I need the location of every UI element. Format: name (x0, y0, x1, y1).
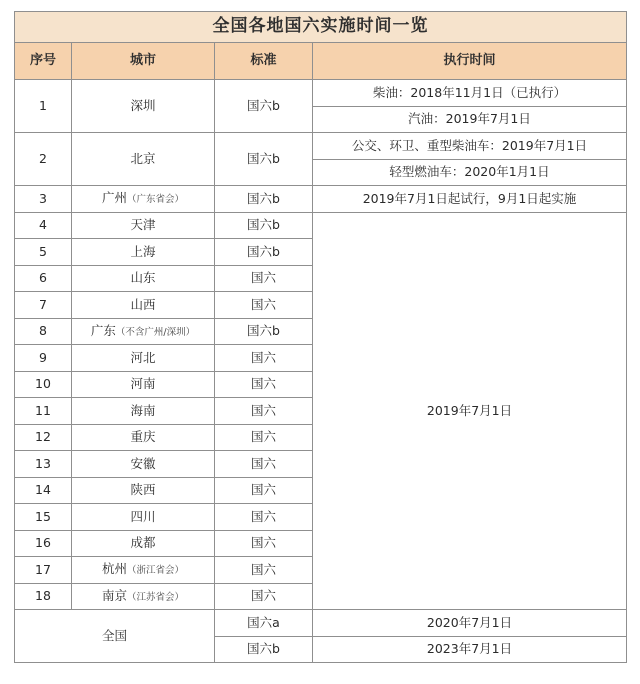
city-cell (72, 212, 215, 239)
standard-cell: 国六 (215, 530, 313, 557)
city-name: 海南 (130, 402, 156, 418)
city-cell (72, 557, 215, 584)
row-index: 6 (15, 265, 72, 292)
standard-cell: 国六 (215, 504, 313, 531)
header-standard: 标准 (215, 43, 313, 80)
merged-time-cell: 2019年7月1日 (313, 212, 627, 610)
city-cell (72, 583, 215, 610)
row-index: 16 (15, 530, 72, 557)
city-note: （江苏省会） (127, 591, 185, 603)
city-cell (72, 451, 215, 478)
city-cell (72, 186, 215, 213)
row-index: 8 (15, 318, 72, 345)
standard-cell: 国六b (215, 212, 313, 239)
city-name: 山西 (130, 296, 156, 312)
city-name: 深圳 (130, 97, 156, 113)
city-cell (72, 398, 215, 425)
city-cell (72, 345, 215, 372)
standard-cell: 国六 (215, 265, 313, 292)
table-row (15, 186, 627, 213)
city-name: 上海 (130, 243, 156, 259)
standard-cell: 国六b (215, 133, 313, 186)
standard-cell: 国六 (215, 477, 313, 504)
standard-cell: 国六 (215, 583, 313, 610)
standard-cell: 国六b (215, 318, 313, 345)
standard-cell: 国六 (215, 371, 313, 398)
city-name: 天津 (130, 217, 156, 233)
time-cell: 柴油：2018年11月1日（已执行） (313, 80, 627, 107)
title-row (15, 12, 627, 43)
city-name: 四川 (130, 508, 156, 524)
standard-cell: 国六 (215, 557, 313, 584)
city-note: （广东省会） (127, 194, 185, 206)
standard-cell: 国六 (215, 292, 313, 319)
city-cell (72, 424, 215, 451)
city-cell (72, 477, 215, 504)
city-name: 广州 (101, 190, 127, 206)
row-index: 9 (15, 345, 72, 372)
standard-cell: 国六a (215, 610, 313, 637)
city-name: 重庆 (130, 429, 156, 445)
city-name: 河南 (130, 376, 156, 392)
standard-cell: 国六b (215, 80, 313, 133)
city-note: （浙江省会） (127, 565, 185, 577)
city-note: （不含广州/深圳） (115, 326, 196, 338)
header-time: 执行时间 (313, 43, 627, 80)
row-index: 3 (15, 186, 72, 213)
time-cell: 汽油：2019年7月1日 (313, 106, 627, 133)
city-name: 陕西 (130, 482, 156, 498)
row-index: 5 (15, 239, 72, 266)
national-label: 全国 (15, 610, 215, 663)
table-body (15, 80, 627, 663)
header-row (15, 43, 627, 80)
implementation-table (14, 11, 627, 663)
table-row (15, 212, 627, 239)
row-index: 17 (15, 557, 72, 584)
table-row (15, 80, 627, 107)
row-index: 2 (15, 133, 72, 186)
row-index: 7 (15, 292, 72, 319)
standard-cell: 国六 (215, 451, 313, 478)
row-index: 13 (15, 451, 72, 478)
row-index: 18 (15, 583, 72, 610)
city-name: 广东 (90, 322, 116, 338)
standard-cell: 国六b (215, 239, 313, 266)
city-cell (72, 80, 215, 133)
city-cell (72, 265, 215, 292)
city-name: 杭州 (101, 561, 127, 577)
row-index: 11 (15, 398, 72, 425)
city-cell (72, 504, 215, 531)
city-cell (72, 133, 215, 186)
city-name: 南京 (101, 587, 127, 603)
time-cell: 公交、环卫、重型柴油车：2019年7月1日 (313, 133, 627, 160)
row-index: 10 (15, 371, 72, 398)
city-cell (72, 371, 215, 398)
city-name: 成都 (130, 535, 156, 551)
city-name: 北京 (130, 150, 156, 166)
row-index: 14 (15, 477, 72, 504)
standard-cell: 国六 (215, 345, 313, 372)
row-index: 12 (15, 424, 72, 451)
city-cell (72, 530, 215, 557)
standard-cell: 国六 (215, 398, 313, 425)
standard-cell: 国六b (215, 186, 313, 213)
time-cell: 2020年7月1日 (313, 610, 627, 637)
row-index: 1 (15, 80, 72, 133)
table-title: 全国各地国六实施时间一览 (15, 12, 627, 43)
city-name: 山东 (130, 270, 156, 286)
header-index: 序号 (15, 43, 72, 80)
city-cell (72, 292, 215, 319)
standard-cell: 国六b (215, 636, 313, 663)
table-row (15, 133, 627, 160)
implementation-table-sheet (14, 11, 626, 663)
city-name: 河北 (130, 349, 156, 365)
time-cell: 轻型燃油车：2020年1月1日 (313, 159, 627, 186)
city-cell (72, 318, 215, 345)
row-index: 4 (15, 212, 72, 239)
header-city: 城市 (72, 43, 215, 80)
standard-cell: 国六 (215, 424, 313, 451)
national-row (15, 610, 627, 637)
time-cell: 2019年7月1日起试行，9月1日起实施 (313, 186, 627, 213)
city-cell (72, 239, 215, 266)
row-index: 15 (15, 504, 72, 531)
city-name: 安徽 (130, 455, 156, 471)
time-cell: 2023年7月1日 (313, 636, 627, 663)
